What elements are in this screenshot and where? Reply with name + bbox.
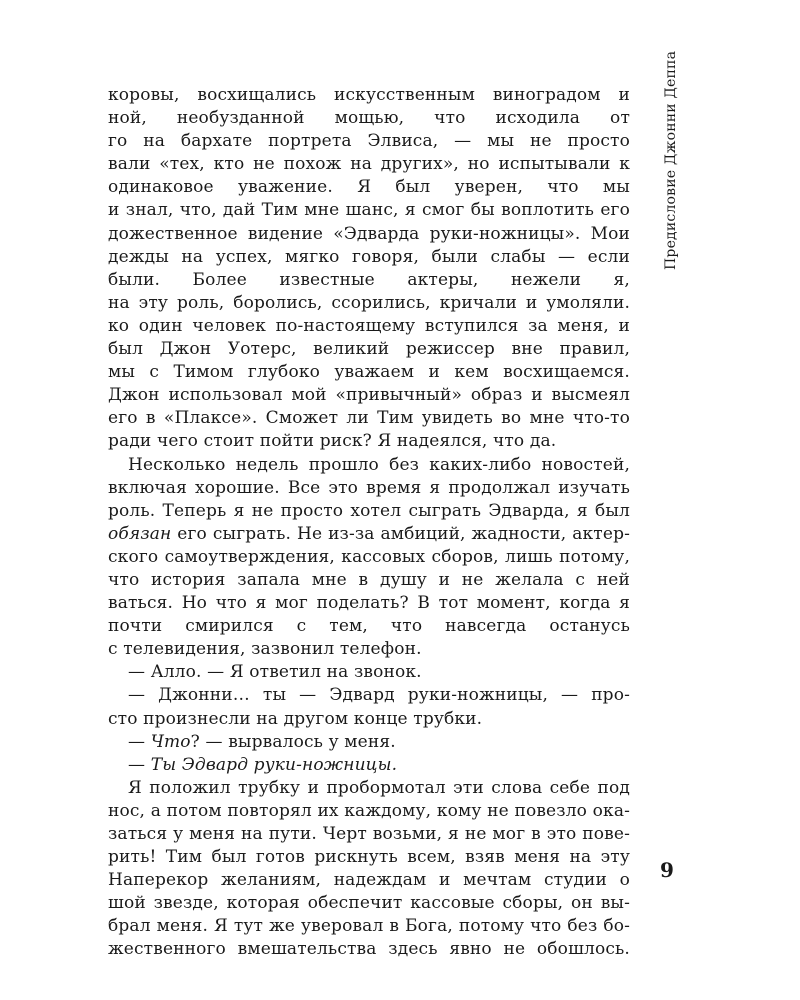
- text-segment: —: [128, 754, 151, 775]
- text-line: [108, 454, 630, 477]
- text-line: [108, 199, 630, 222]
- text-line: [108, 223, 630, 246]
- text-segment: ? — вырвалось у меня.: [190, 731, 396, 752]
- text-segment: вали «тех, кто не похож на других», но испытывали к: [108, 154, 630, 175]
- text-segment: его сыграть. Не из-за амбиций, жадности, актер-: [171, 523, 630, 544]
- text-segment: был Джон Уотерс, великий режиссер вне правил,: [108, 339, 630, 360]
- text-segment: с телевидения, зазвонил телефон.: [108, 639, 422, 660]
- text-line: [108, 477, 630, 500]
- text-line: [108, 269, 630, 292]
- text-line: [108, 246, 630, 269]
- text-line: [108, 384, 630, 407]
- text-line: [108, 430, 630, 453]
- text-segment: Я положил трубку и пробормотал эти слова себе под: [128, 777, 630, 798]
- text-segment: нос, а потом повторял их каждому, кому не повезло ока-: [108, 800, 630, 821]
- text-line: [108, 292, 630, 315]
- text-line: [108, 546, 630, 569]
- text-line: [108, 638, 630, 661]
- text-line: [108, 569, 630, 592]
- text-segment: его в «Плаксе». Сможет ли Тим увидеть во мне что-то: [108, 408, 630, 429]
- text-line: [108, 869, 630, 892]
- text-line: [108, 708, 630, 731]
- text-line: [108, 500, 630, 523]
- text-segment: на эту роль, боролись, ссорились, кричали и умоляли.: [108, 292, 630, 313]
- text-segment: — Джонни… ты — Эдвард руки-ножницы, — про-: [128, 685, 630, 706]
- italic-text: обязан: [108, 523, 172, 544]
- text-segment: го на бархате портрета Элвиса, — мы не просто: [108, 131, 630, 152]
- text-segment: Несколько недель прошло без каких-либо новостей,: [128, 454, 630, 475]
- text-line: [108, 800, 630, 823]
- running-head: Предисловие Джонни Деппа: [663, 50, 679, 270]
- text-line: [108, 153, 630, 176]
- text-segment: ваться. Но что я мог поделать? В тот момент, когда я: [108, 593, 630, 614]
- text-segment: одинаковое уважение. Я был уверен, что мы: [108, 177, 630, 198]
- text-segment: и знал, что, дай Тим мне шанс, я смог бы воплотить его: [108, 200, 630, 221]
- text-segment: брал меня. Я тут же уверовал в Бога, потому что без бо-: [108, 916, 630, 937]
- text-line: [108, 176, 630, 199]
- text-line: [108, 892, 630, 915]
- text-line: [108, 130, 630, 153]
- text-line: [108, 592, 630, 615]
- text-line: [108, 523, 630, 546]
- text-segment: дожественное видение «Эдварда руки-ножницы». Мои: [108, 223, 630, 244]
- text-line: [108, 315, 630, 338]
- text-segment: шой звезде, которая обеспечит кассовые сборы, он вы-: [108, 893, 630, 914]
- text-segment: —: [128, 731, 151, 752]
- text-line: [108, 823, 630, 846]
- text-line: [108, 338, 630, 361]
- text-line: [108, 777, 630, 800]
- text-segment: заться у меня на пути. Черт возьми, я не мог в это пове-: [108, 824, 630, 844]
- text-segment: коровы, восхищались искусственным виноградом и: [108, 85, 630, 105]
- text-line: [108, 107, 630, 130]
- text-segment: сто произнесли на другом конце трубки.: [108, 708, 483, 729]
- text-line: [108, 361, 630, 384]
- text-segment: ной, необузданной мощью, что исходила от: [108, 108, 630, 129]
- text-segment: дежды на успех, мягко говоря, были слабы — если: [108, 246, 630, 267]
- text-line: [108, 661, 630, 684]
- body-text: [108, 84, 630, 962]
- text-line: [108, 407, 630, 430]
- text-segment: ского самоутверждения, кассовых сборов, лишь потому,: [108, 546, 630, 567]
- text-segment: мы с Тимом глубоко уважаем и кем восхищаемся.: [108, 362, 630, 383]
- italic-text: Ты Эдвард руки-ножницы.: [150, 754, 398, 775]
- text-line: [108, 846, 630, 869]
- text-segment: ради чего стоит пойти риск? Я надеялся, что да.: [108, 431, 557, 452]
- text-segment: были. Более известные актеры, нежели я,: [108, 269, 630, 290]
- italic-text: Что: [150, 731, 191, 752]
- text-line: [108, 754, 630, 777]
- text-line: [108, 84, 630, 107]
- text-segment: жественного вмешательства здесь явно не обошлось.: [108, 939, 630, 960]
- text-line: [108, 915, 630, 938]
- text-line: [108, 938, 630, 961]
- text-line: [108, 684, 630, 707]
- text-segment: ко один человек по-настоящему вступился за меня, и: [108, 315, 630, 336]
- text-line: [108, 615, 630, 638]
- text-segment: что история запала мне в душу и не желала с ней: [108, 569, 630, 590]
- text-segment: почти смирился с тем, что навсегда останусь: [108, 616, 630, 637]
- page-number: 9: [660, 858, 674, 882]
- text-segment: Джон использовал мой «привычный» образ и высмеял: [108, 385, 630, 406]
- text-segment: Наперекор желаниям, надеждам и мечтам студии о: [108, 870, 630, 891]
- text-segment: — Алло. — Я ответил на звонок.: [128, 662, 422, 683]
- text-segment: роль. Теперь я не просто хотел сыграть Эдварда, я был: [108, 500, 630, 521]
- text-line: [108, 731, 630, 754]
- text-segment: рить! Тим был готов рискнуть всем, взяв меня на эту: [108, 847, 630, 868]
- text-segment: включая хорошие. Все это время я продолжал изучать: [108, 477, 630, 498]
